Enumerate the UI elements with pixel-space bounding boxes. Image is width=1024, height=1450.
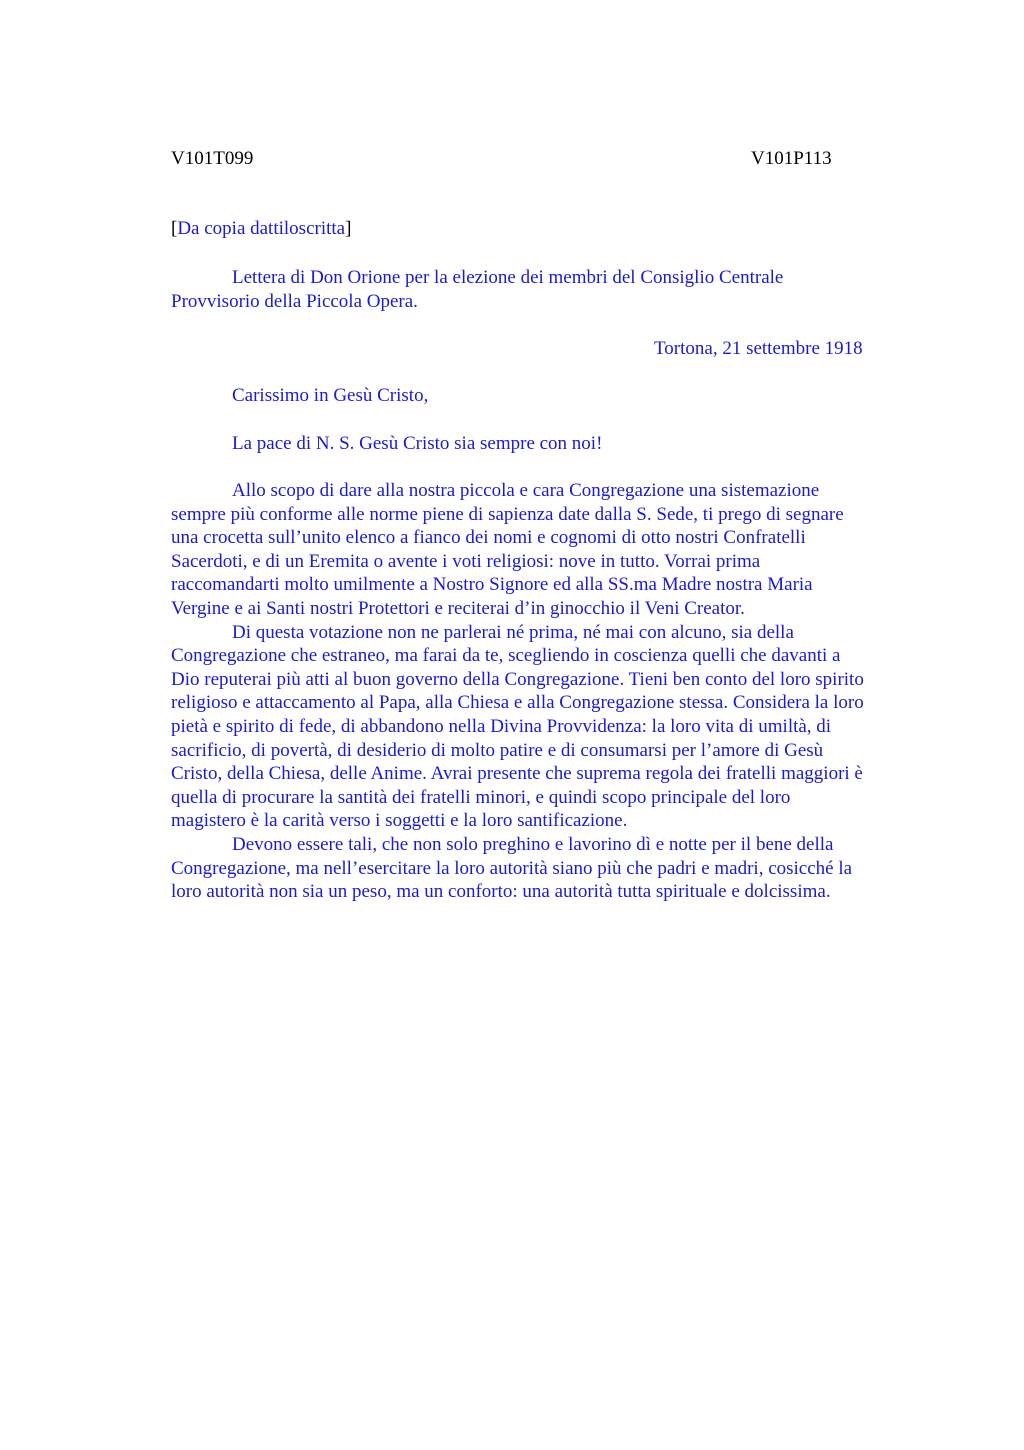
source-note-open-bracket: [ — [171, 218, 178, 239]
p1-line: Sacerdoti, e di un Eremita o avente i voti religiosi: nove in tutto. Vorrai prima — [171, 550, 761, 572]
description-line-1: Lettera di Don Orione per la elezione dei membri del Consiglio Centrale — [232, 267, 784, 288]
p2-line: Di questa votazione non ne parlerai né prima, né mai con alcuno, sia della — [232, 621, 794, 643]
description-line-2: Provvisorio della Piccola Opera. — [171, 291, 418, 312]
source-note — [171, 217, 351, 241]
p1-line: Allo scopo di dare alla nostra piccola e cara Congregazione una sistemazione — [232, 480, 820, 501]
greeting: La pace di N. S. Gesù Cristo sia sempre con noi! — [232, 433, 603, 454]
p3-line: Congregazione, ma nell’esercitare la loro autorità siano più che padri e madri, cosicché la — [171, 857, 853, 879]
salutation: Carissimo in Gesù Cristo, — [232, 385, 429, 406]
source-note-close-bracket: ] — [345, 218, 352, 239]
p2-line: Cristo, della Chiesa, delle Anime. Avrai presente che suprema regola dei fratelli maggiori è — [171, 763, 863, 785]
p2-line: magistero è la carità verso i soggetti e la loro santificazione. — [171, 810, 628, 832]
p2-line: pietà e spirito di fede, di abbandono nella Divina Provvidenza: la loro vita di umiltà, di — [171, 716, 832, 737]
p2-line: Dio reputerai più atti al buon governo della Congregazione. Tieni ben conto del loro spirito — [171, 668, 864, 690]
place-date: Tortona, 21 settembre 1918 — [654, 338, 863, 359]
header-right-code: V101P113 — [751, 148, 832, 169]
p2-line: religioso e attaccamento al Papa, alla Chiesa e alla Congregazione stessa. Considera la loro — [171, 692, 864, 714]
header-left-code: V101T099 — [171, 148, 254, 169]
p2-line: sacrificio, di povertà, di desiderio di molto patire e di consumarsi per l’amore di Gesù — [171, 739, 824, 761]
p2-line: Congregazione che estraneo, ma farai da te, scegliendo in coscienza quelli che davanti a — [171, 645, 841, 667]
p1-line: sempre più conforme alle norme piene di sapienza date dalla S. Sede, ti prego di segnare — [171, 503, 844, 525]
p2-line: quella di procurare la santità dei fratelli minori, e quindi scopo principale del loro — [171, 786, 791, 808]
p1-line: raccomandarti molto umilmente a Nostro Signore ed alla SS.ma Madre nostra Maria — [171, 574, 813, 596]
source-note-text: Da copia dattiloscritta — [177, 218, 346, 239]
p3-line: Devono essere tali, che non solo preghino e lavorino dì e notte per il bene della — [232, 834, 834, 855]
p1-line: Vergine e ai Santi nostri Protettori e reciterai d’in ginocchio il Veni Creator. — [171, 598, 745, 619]
p1-line: una crocetta sull’unito elenco a fianco dei nomi e cognomi di otto nostri Confratelli — [171, 527, 806, 549]
p3-line: loro autorità non sia un peso, ma un conforto: una autorità tutta spirituale e dolcissima. — [171, 881, 831, 903]
